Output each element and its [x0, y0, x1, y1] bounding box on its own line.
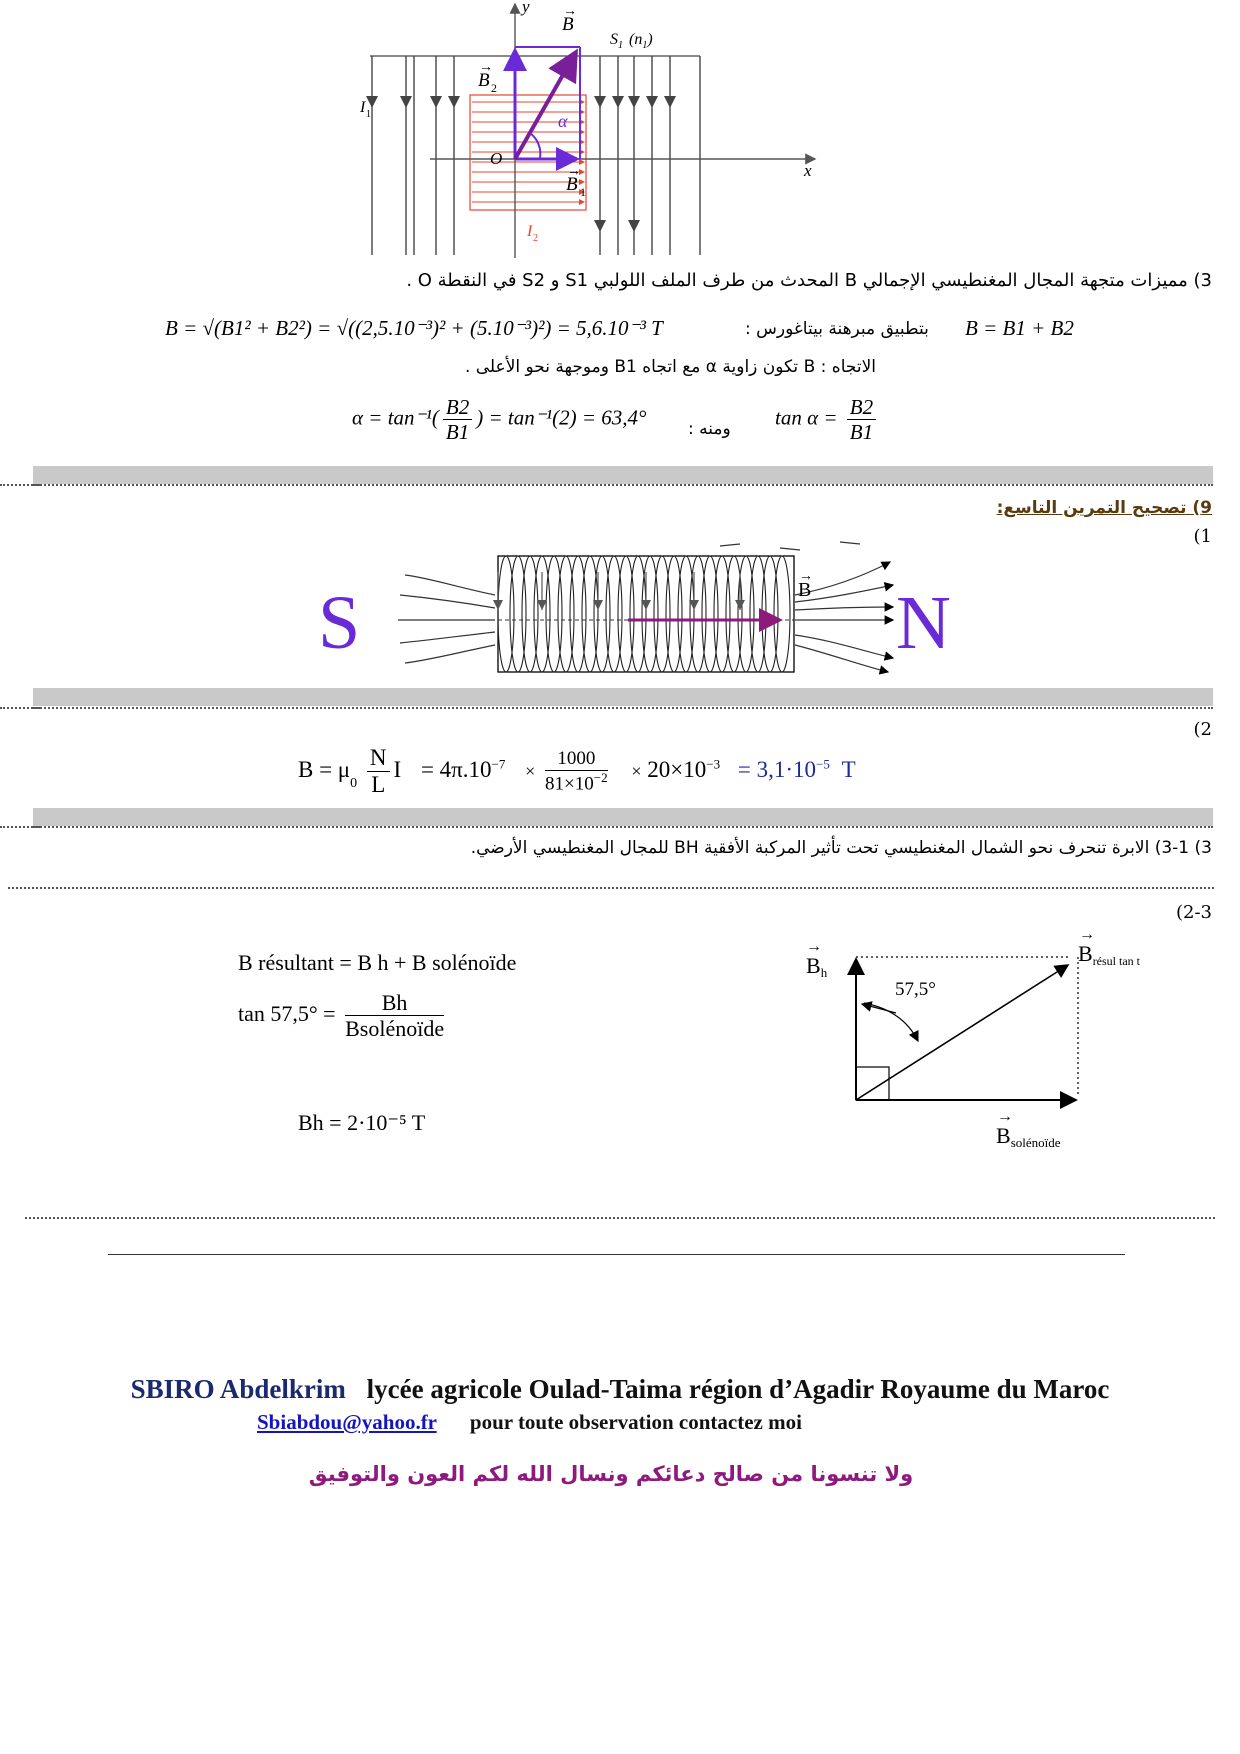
email-link[interactable]: Sbiabdou@yahoo.fr	[257, 1410, 437, 1434]
contact-text: pour toute observation contactez moi	[469, 1410, 802, 1434]
svg-text:2: 2	[491, 81, 497, 95]
superposition-figure	[360, 0, 830, 262]
author-affiliation: lycée agricole Oulad-Taima région d’Agadir Royaume du Maroc	[366, 1374, 1110, 1404]
b1-vector-label: B	[566, 174, 578, 195]
b2-vector-label: B	[478, 70, 490, 91]
footer-author	[0, 1374, 1240, 1405]
svg-text:1: 1	[366, 109, 371, 120]
axis-y-label: y	[522, 0, 530, 16]
footer-contact	[257, 1410, 802, 1435]
q3-1-text: 3) 3-1) الابرة تنحرف نحو الشمال المغنطيسي تحت تأثير المركبة الأفقية BH للمجال المغنطيسي الأرضي.	[470, 838, 1212, 858]
alpha-label: α	[558, 111, 568, 131]
i2-label: I	[527, 223, 533, 240]
svg-text:→: →	[799, 569, 813, 584]
pole-s-label: S	[318, 581, 361, 665]
bh-value: Bh = 2·10⁻⁵ T	[298, 1110, 426, 1135]
bsolenoide-label: Bsolénoïde	[996, 1123, 1061, 1150]
svg-text:→: →	[567, 164, 581, 179]
svg-text:1: 1	[580, 185, 586, 199]
tan-alpha: tan α = $\frac{B2}{B1}$	[775, 395, 880, 444]
ex9-heading: 9) تصحيح التمرين التاسع:	[996, 498, 1212, 518]
q2-formula: $B = \mu_0$ $\frac{N}{L}$ $I = 4\pi.10^{-7}$ × $\frac{1000}{81\times 10^{-2}}$ × $20\times 10^{-3} = 3,1\cdot 10^{-5}$ T	[298, 745, 856, 798]
footer-arabic: ولا تنسونا من صالح دعائكم ونسال الله لكم العون والتوفيق	[308, 1462, 914, 1486]
q1-label: (1	[1193, 526, 1212, 547]
pythagoras-text: بتطبيق مبرهنة بيتاغورس :	[745, 319, 929, 339]
svg-text:→: →	[479, 60, 493, 75]
vector-diagram	[800, 925, 1200, 1155]
pole-n-label: N	[896, 581, 951, 665]
b-vector-label: B	[562, 14, 574, 35]
svg-text:→: →	[997, 1108, 1013, 1125]
magnitude-formula: B = √(B1² + B2²) = √((2,5.10⁻³)² + (5.10⁻³)²) = 5,6.10⁻³ T	[165, 316, 663, 340]
separator-bar-3	[33, 808, 1213, 826]
separator-bar-2	[33, 688, 1213, 706]
svg-text:→: →	[563, 4, 577, 19]
bh-label: Bh	[806, 953, 828, 980]
q2-label: (2	[1193, 719, 1212, 740]
part3-title: 3) مميزات متجهة المجال المغنطيسي الإجمالي B المحدث من طرف الملف اللولبي S1 و S2 في النقطة O .	[406, 270, 1212, 291]
tan-57-formula: tan 57,5° = $\frac{Bh}{\text{Bsolénoïde}}$	[238, 990, 445, 1042]
bresultant-label: Brésul tan t	[1078, 941, 1141, 968]
axis-x-label: x	[804, 161, 812, 180]
solenoid-figure	[310, 540, 970, 680]
b-field-label: B	[798, 579, 812, 601]
horizontal-rule	[108, 1254, 1125, 1255]
origin-label: O	[490, 149, 503, 168]
svg-text:→: →	[1079, 926, 1095, 943]
vector-sum: B = B1 + B2	[965, 316, 1074, 340]
author-name: SBIRO Abdelkrim	[130, 1374, 346, 1404]
s1-label: $S_1$ $(n_1)$	[610, 31, 653, 51]
alpha-value: α = tan⁻¹( $\frac{B2}{B1}$ ) = tan⁻¹(2) = 63,4°	[352, 395, 647, 445]
direction-text: الاتجاه : B تكون زاوية α مع اتجاه B1 وموجهة نحو الأعلى .	[464, 357, 876, 377]
separator-bar	[33, 466, 1213, 484]
svg-text:→: →	[806, 938, 822, 955]
angle-57-label: 57,5°	[895, 979, 936, 1000]
i1-label: I	[360, 99, 366, 116]
svg-text:2: 2	[533, 233, 538, 244]
so-text: ومنه :	[688, 419, 731, 439]
q3-2-label: (2-3	[1175, 902, 1212, 923]
vector-equation: B résultant = B h + B solénoïde	[238, 950, 517, 975]
